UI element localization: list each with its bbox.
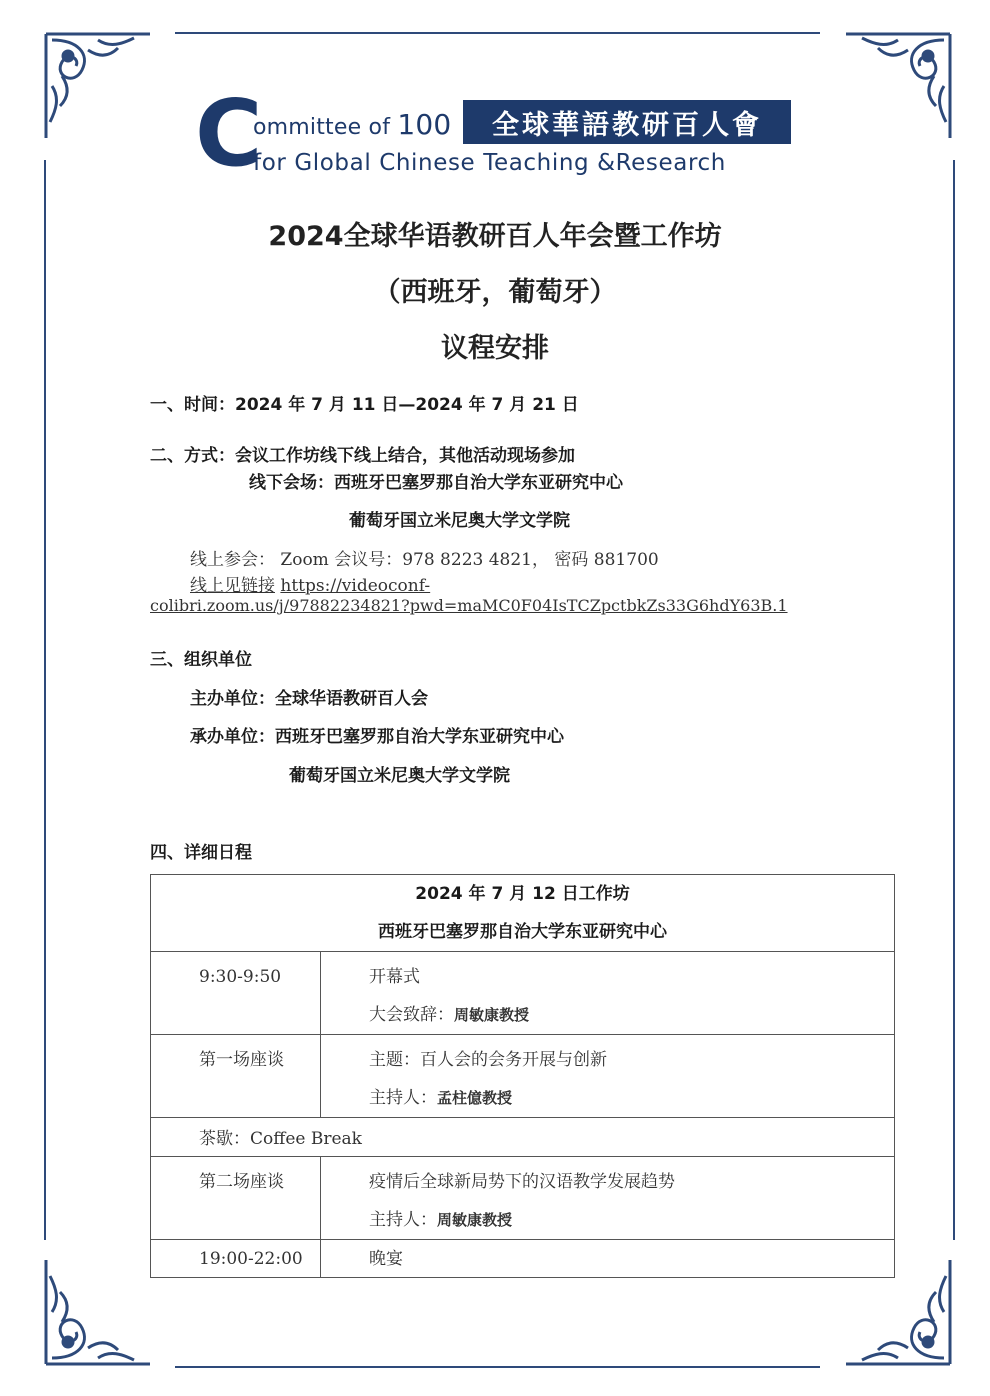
- online-link-part2[interactable]: colibri.zoom.us/j/97882234821?pwd=maMC0F04IsTCZpctbkZs33G6hdY63B.1: [150, 596, 788, 615]
- row-line1: 开幕式: [369, 967, 420, 987]
- table-row: [151, 1240, 895, 1278]
- page-subtitle: （西班牙，葡萄牙）: [373, 277, 617, 308]
- section-time-value: 2024 年 7 月 11 日—2024 年 7 月 21 日: [235, 395, 579, 415]
- frame-bottom-line: [175, 1366, 820, 1368]
- table-header-date: 2024 年 7 月 12 日工作坊: [415, 884, 630, 904]
- row-content: [321, 1035, 895, 1118]
- section-format-value: 会议工作坊线下线上结合，其他活动现场参加: [235, 446, 575, 466]
- organizer-unit: [190, 722, 564, 747]
- section-format-label: 二、方式：: [150, 446, 235, 466]
- row-line2: 大会致辞：周敏康教授: [369, 1005, 530, 1025]
- section-schedule: 四、详细日程: [150, 843, 252, 863]
- row-content: [321, 1157, 895, 1240]
- frame-top-line: [175, 32, 820, 34]
- frame-right-line: [953, 160, 955, 1240]
- corner-ornament-bottom-left: [38, 1252, 158, 1372]
- row-line1: 主题：百人会的会务开展与创新: [369, 1050, 607, 1070]
- offline-venue: [249, 468, 623, 493]
- section-format: [150, 441, 575, 466]
- logo-letter-c: C: [195, 80, 263, 187]
- organizer-unit-value2: 葡萄牙国立米尼奥大学文学院: [289, 766, 510, 786]
- row-line1: 疫情后全球新局势下的汉语教学发展趋势: [369, 1172, 675, 1192]
- row-time: 第一场座谈: [151, 1035, 321, 1118]
- frame-left-line: [44, 160, 46, 1240]
- logo-line2: for Global Chinese Teaching &Research: [253, 150, 726, 176]
- offline-venue-2: 葡萄牙国立米尼奥大学文学院: [349, 511, 570, 531]
- section-time-label: 一、时间：: [150, 395, 235, 415]
- page-title: 2024全球华语教研百人年会暨工作坊: [268, 221, 722, 252]
- table-row: [151, 952, 895, 1035]
- row-content: [321, 952, 895, 1035]
- corner-ornament-top-left: [38, 26, 158, 146]
- table-row: [151, 1157, 895, 1240]
- host-unit-value: 全球华语教研百人会: [275, 689, 428, 709]
- online-link-line1[interactable]: [190, 571, 430, 596]
- row-line1: 晚宴: [369, 1249, 403, 1269]
- row-coffee-break: 茶歇：Coffee Break: [151, 1118, 895, 1157]
- agenda-heading: 议程安排: [441, 333, 549, 364]
- row-time: 19:00-22:00: [151, 1240, 321, 1278]
- section-organizers: 三、组织单位: [150, 650, 252, 670]
- organizer-unit-label: 承办单位：: [190, 727, 275, 747]
- offline-venue-1: 西班牙巴塞罗那自治大学东亚研究中心: [334, 473, 623, 493]
- table-row: [151, 1118, 895, 1157]
- logo-number: 100: [397, 108, 452, 141]
- host-unit: [190, 684, 428, 709]
- row-line2: 主持人：周敏康教授: [369, 1210, 513, 1230]
- schedule-table: [150, 874, 895, 1278]
- online-link-part1[interactable]: https://videoconf-: [280, 576, 431, 596]
- table-header-cell: [151, 875, 895, 952]
- table-row: [151, 1035, 895, 1118]
- logo-line1-text: ommittee of: [253, 115, 391, 140]
- row-time: 第二场座谈: [151, 1157, 321, 1240]
- online-link-prefix[interactable]: 线上见链接: [190, 576, 275, 596]
- organizer-unit-value1: 西班牙巴塞罗那自治大学东亚研究中心: [275, 727, 564, 747]
- offline-venue-label: 线下会场：: [249, 473, 334, 493]
- row-time: 9:30-9:50: [151, 952, 321, 1035]
- table-header-row: [151, 875, 895, 952]
- section-time: [150, 390, 579, 415]
- host-unit-label: 主办单位：: [190, 689, 275, 709]
- row-content: [321, 1240, 895, 1278]
- row-line2: 主持人：孟柱億教授: [369, 1088, 513, 1108]
- online-meeting-info: 线上参会： Zoom 会议号：978 8223 4821， 密码 881700: [190, 550, 659, 570]
- table-header-venue: 西班牙巴塞罗那自治大学东亚研究中心: [378, 922, 667, 942]
- logo-line1: [253, 108, 451, 141]
- corner-ornament-top-right: [838, 26, 958, 146]
- committee-logo: [195, 80, 795, 187]
- logo-chinese-name: 全球華語教研百人會: [463, 100, 791, 144]
